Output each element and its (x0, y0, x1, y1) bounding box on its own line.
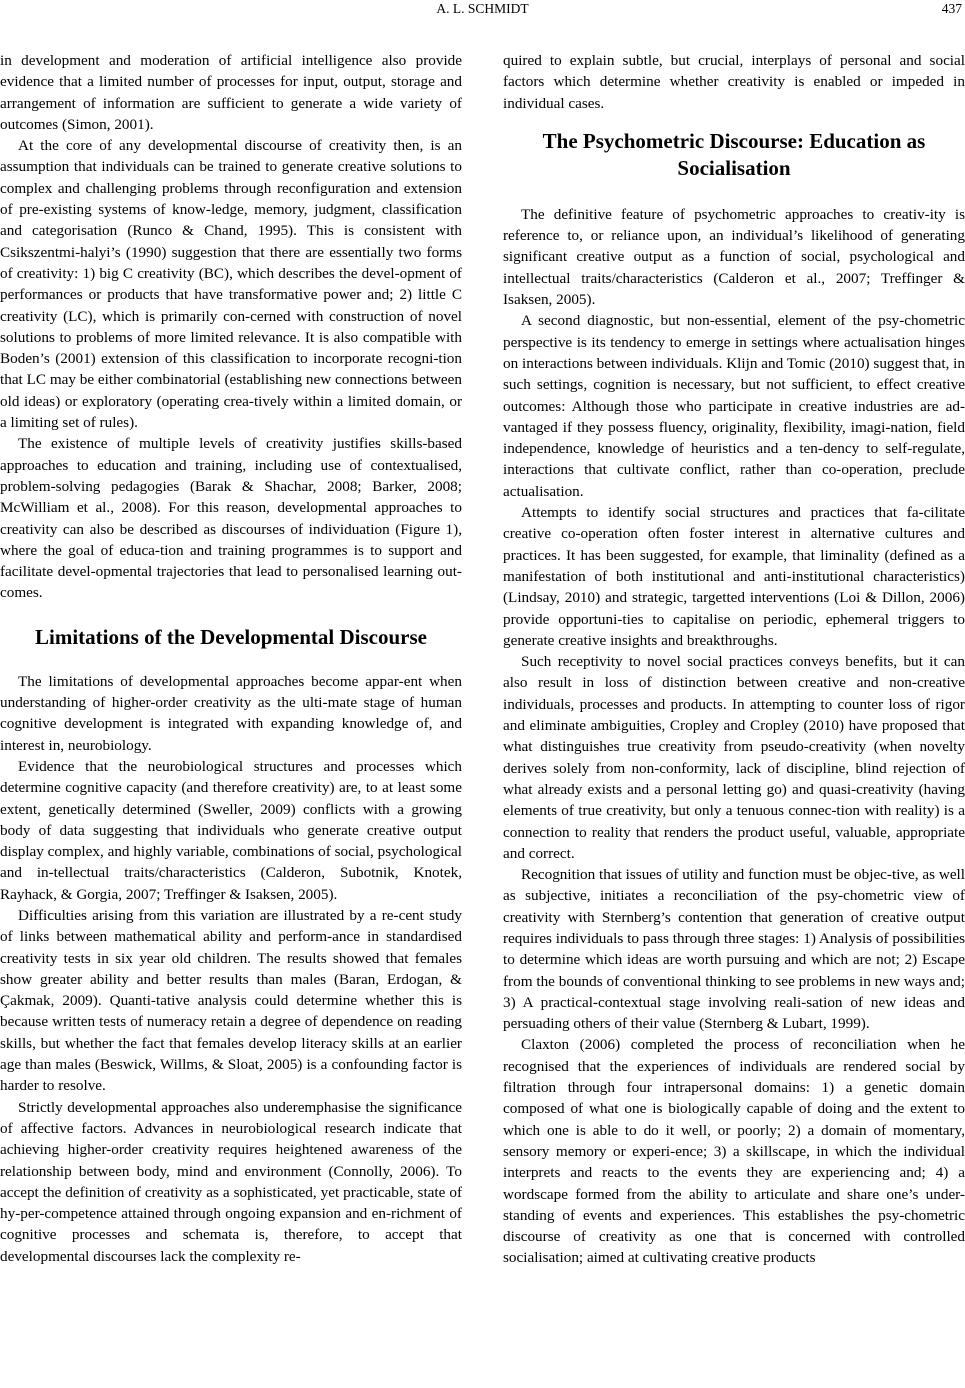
paragraph: At the core of any developmental discourse of creativity then, is an assumption that individuals can be trained to generate creative solutions to complex and challenging problems through reconfiguration and extension of pre-existing systems of know-ledge, memory, judgment, classification and categorisation (Runco & Chand, 1995). This is consistent with Csikszentmi-halyi’s (1990) suggestion that there are essentially two forms of creativity: 1) big C creativity (BC), which describes the devel-opment of performances or products that have transformative power and; 2) little C creativity (LC), which is primarily con-cerned with construction of novel solutions to problems of more limited relevance. It is also compatible with Boden’s (2001) extension of this classification to incorporate recogni-tion that LC may be either combinatorial (establishing new connections between old ideas) or exploratory (operating crea-tively within a limited domain, or a limiting set of rules). (0, 137, 462, 432)
paragraph: A second diagnostic, but non-essential, element of the psy-chometric perspective is its tendency to emerge in settings where actualisation hinges on interactions between individuals. Klijn and Tomic (2010) suggest that, in such settings, cognition is necessary, but not sufficient, to effect creative outcomes: Although those who participate in creative industries are ad-vantaged if they possess fluency, originality, flexibility, imagi-nation, field independence, knowledge of heuristics and a ten-dency to self-regulate, interactions that cultivate conflict, rather than co-operation, preclude actualisation. (503, 312, 965, 500)
paragraph: The limitations of developmental approaches become appar-ent when understanding of higher-order creativity as the ulti-mate stage of human cognitive development is integrated with expanding knowledge of, and interest in, neurobiology. (0, 672, 462, 754)
paragraph: Claxton (2006) completed the process of reconciliation when he recognised that the experiences of individuals are rendered social by filtration through four intrapersonal domains: 1) a genetic domain composed of what one is biologically capable of doing and the extent to which one is able to do it well, or poorly; 2) a domain of momentary, sensory memory or experi-ence; 3) a skillscape, in which the individual interprets and reacts to the events they are experiencing and; 4) a wordscape formed from the ability to articulate and share one’s under-standing of events and experiences. This establishes the psy-chometric discourse of creativity as one that is concerned with controlled socialisation; aimed at cultivating creative products (503, 1036, 965, 1267)
page-header (0, 0, 965, 22)
left-column (0, 50, 462, 1267)
section-heading: Limitations of the Developmental Discourse (35, 624, 427, 649)
paragraph: quired to explain subtle, but crucial, interplays of personal and social factors which determine whether creativity is enabled or impeded in individual cases. (503, 52, 965, 112)
paragraph: Attempts to identify social structures and practices that fa-cilitate creative co-operation often foster interest in alternative cultures and practices. It has been suggested, for example, that liminality (defined as a manifestation of both institutional and anti-institutional characteristics) (Lindsay, 2010) and strategic, targetted interventions (Loi & Dillon, 2006) provide opportuni-ties to capitalise on periodic, ephemeral triggers to generate creative insights and breakthroughs. (503, 504, 965, 649)
paragraph: Evidence that the neurobiological structures and processes which determine cognitive capacity (and therefore creativity) are, to at least some extent, genetically determined (Sweller, 2009) conflicts with a growing body of data suggesting that individuals who generate creative output display complex, and highly variable, combinations of social, psychological and in-tellectual traits/characteristics (Calderon, Subotnik, Knotek, Rayhack, & Gorgia, 2007; Treffinger & Isaksen, 2005). (0, 757, 462, 903)
page-number: 437 (941, 1, 962, 16)
paragraph: in development and moderation of artificial intelligence also provide evidence that a limited number of processes for input, output, storage and arrangement of information are sufficient to generate a wide variety of outcomes (Simon, 2001). (0, 52, 462, 133)
section-heading: The Psychometric Discourse: Education as Socialisation (542, 128, 926, 180)
right-column (503, 50, 965, 1269)
running-head: A. L. SCHMIDT (436, 1, 529, 16)
paragraph: Recognition that issues of utility and function must be objec-tive, as well as subjective, initiates a reconciliation of the psy-chometric view of creativity with Sternberg’s contention that generation of creative output requires individuals to pass through three stages: 1) Analysis of possibilities to determine which ideas are worth pursuing and which are not; 2) Escape from the bounds of conventional thinking to see problems in new ways and; 3) A practical-contextual stage involving reali-sation of new ideas and persuading others of their value (Sternberg & Lubart, 1999). (503, 866, 965, 1033)
paragraph: Difficulties arising from this variation are illustrated by a re-cent study of links between mathematical ability and perform-ance in standardised creativity tests in six year old children. The results showed that females show greater ability and better results than males (Baran, Erdogan, & Çakmak, 2009). Quanti-tative analysis could determine whether this is because written tests of numeracy retain a degree of dependence on reading skills, but whether the fact that females develop literacy skills at an earlier age than males (Beswick, Willms, & Sloat, 2005) is a confounding factor is harder to resolve. (0, 906, 462, 1095)
paragraph: The definitive feature of psychometric approaches to creativ-ity is reference to, or reliance upon, an individual’s likelihood of generating significant creative output as a function of social, psychological and intellectual traits/characteristics (Calderon et al., 2007; Treffinger & Isaksen, 2005). (503, 205, 965, 309)
paragraph: Strictly developmental approaches also underemphasise the significance of affective factors. Advances in neurobiological research indicate that achieving higher-order creativity requires heightened awareness of the relationship between body, mind and environment (Connolly, 2006). To accept the definition of creativity as a sophisticated, yet practicable, state of hy-per-competence attained through ongoing expansion and en-richment of cognitive processes and schemata is, therefore, to accept that developmental discourses lack the complexity re- (0, 1098, 462, 1265)
paragraph: The existence of multiple levels of creativity justifies skills-based approaches to education and training, including use of contextualised, problem-solving pedagogies (Barak & Shachar, 2008; Barker, 2008; McWilliam et al., 2008). For this reason, developmental approaches to creativity can also be described as discourses of individuation (Figure 1), where the goal of educa-tion and training programmes is to support and facilitate devel-opmental trajectories that lead to personalised learning out-comes. (0, 435, 462, 602)
paragraph: Such receptivity to novel social practices conveys benefits, but it can also result in loss of distinction between creative and non-creative individuals, processes and products. In attempting to counter loss of rigor and eliminate ambiguities, Cropley and Cropley (2010) have proposed that what distinguishes true creativity from pseudo-creativity (when novelty derives solely from non-conformity, lack of discipline, blind rejection of what already exists and a personal letting go) and quasi-creativity (having elements of true creativity, but only a tenuous connec-tion with reality) is a connection to reality that renders the product useful, valuable, appropriate and correct. (503, 653, 965, 862)
